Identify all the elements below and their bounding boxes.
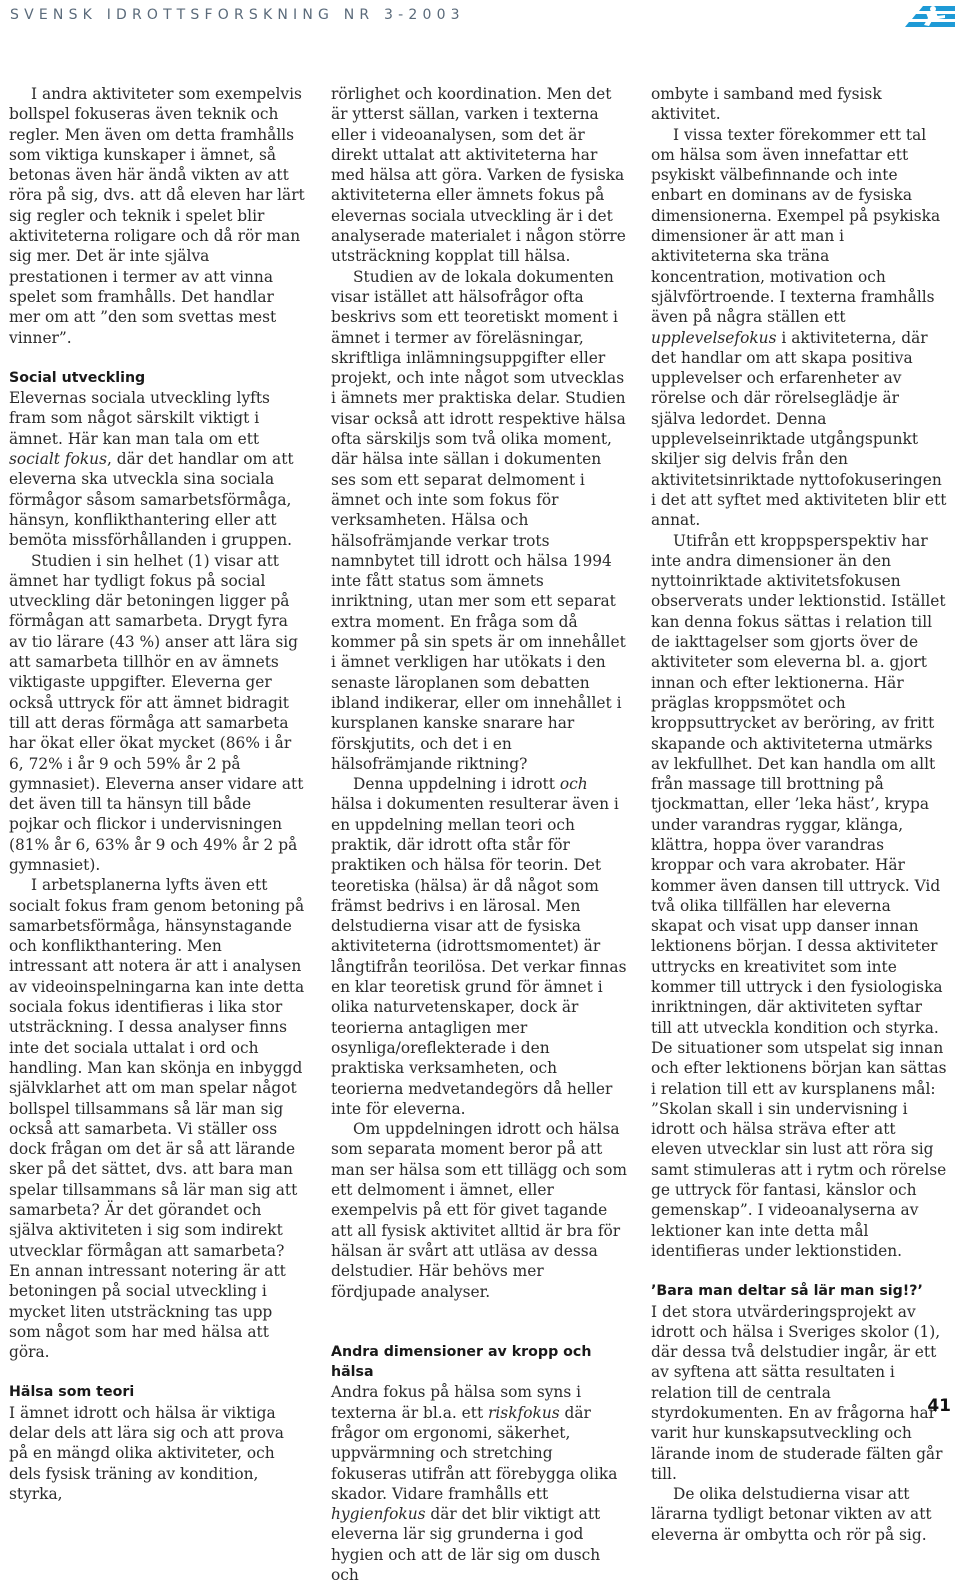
paragraph: I andra aktiviteter som exempelvis bollspel fokuseras även teknik och regler. Men även om detta framhålls som viktiga kunskaper i ämnet, så betonas även här ändå vikten av att röra på sig, dvs. att då eleven har lärt sig regler och teknik i spelet blir aktiviteterna roligare och då rör man sig mer. Det är inte själva prestationen i termer av att vinna spelet som framhålls. Det handlar mer om att ”den som svettas mest vinner”. [9,85,305,347]
page-header [10,4,955,32]
heading-halsa-som-teori: Hälsa som teori [9,1384,135,1401]
paragraph: De olika delstudierna visar att lärarna tydligt betonar vikten av att eleverna är ombytta och rör på sig. [651,1485,932,1544]
heading-andra-dimensioner: Andra dimensioner av kropp och hälsa [331,1343,592,1381]
column-3 [651,84,947,1545]
paragraph: Studien i sin helhet (1) visar att ämnet har tydligt fokus på social utveckling där betoningen ligger på förmågan att samarbeta. Drygt fyra av tio lärare (43 %) anser att lära sig att samarbeta tillhör en av ämnets viktigaste uppgifter. Eleverna ger också uttryck för att ämnet bidragit till att deras förmåga att samarbeta har ökat eller ökat mycket (86% i år 6, 72% i år 9 och 59% år 2 på gymnasiet). Eleverna anser vidare att det även till ta hänsyn till både pojkar och flickor i undervisningen (81% år 6, 63% år 9 och 49% år 2 på gymnasiet). [9,551,304,874]
heading-social-utveckling: Social utveckling [9,369,146,386]
paragraph: I arbetsplanerna lyfts även ett socialt fokus fram genom betoning på samarbetsförmåga, hänsynstagande och konflikthantering. Men intressant att notera är att i analysen av videoinspelningarna kan inte detta sociala fokus identifieras i lika stor utsträckning. I dessa analyser finns inte det sociala uttalat i ord och handling. Man kan skönja en inbyggd självklarhet att om man spelar något bollspel tillsammans så lär man sig också att samarbeta. Vi ställer oss dock frågan om det är så att lärande sker på det sättet, dvs. att bara man spelar tillsammans så lär man sig att samarbeta? Är det görandet och själva aktiviteten i sig som indirekt utvecklar förmågan att samarbeta? En annan intressant notering är att betoningen på social utveckling i mycket liten utsträckning tas upp som något som har med hälsa att göra. [9,876,305,1362]
heading-bara-man-deltar: ’Bara man deltar så lär man sig!?’ [651,1283,923,1300]
paragraph: Denna uppdelning i idrott och hälsa i dokumenten resulterar även i en uppdelning mellan teori och praktik, där idrott ofta står för praktiken och hälsa för teorin. Det teoretiska (hälsa) är då något som främst bedrivs i en lärosal. Men delstudierna visar att de fysiska aktiviteterna (idrottsmomentet) är långtifrån teorilösa. Det verkar finnas en klar teoretisk grund för ämnet i olika naturvetenskaper, dock är teorierna antagligen mer osynliga/oreflekterade i den praktiska verksamheten, och teorierna medvetandegörs då heller inte för eleverna. [331,775,627,1118]
paragraph: I det stora utvärderingsprojekt av idrott och hälsa i Sveriges skolor (1), där dessa två delstudier ingår, är ett av syftena att sätta resultaten i relation till de centrala styrdokumenten. En av frågorna har varit hur kunskapsutveckling och lärande inom de studerade fälten går till. [651,1302,943,1483]
paragraph: I ämnet idrott och hälsa är viktiga delar dels att lära sig och att prova på en mängd olika aktiviteter, och dels fysisk träning av kondition, styrka, [9,1403,284,1503]
paragraph: Andra fokus på hälsa som syns i texterna är bl.a. ett riskfokus där frågor om ergonomi, säkerhet, uppvärmning och stretching fokuseras utifrån att förebygga olika skador. Vidare framhålls ett hygienfokus där det blir viktigt att eleverna lär sig grunderna i god hygien och att de lär sig om dusch och [331,1383,618,1585]
paragraph: I vissa texter förekommer ett tal om hälsa som även innefattar ett psykiskt välbefinnande och inte enbart en dominans av de fysiska dimensionerna. Exempel på psykiska dimensioner är att man i aktiviteterna ska träna koncentration, motivation och självförtroende. I texterna framhålls även på några ställen ett upplevelsefokus i aktiviteterna, där det handlar om att skapa positiva upplevelser och erfarenheter av rörelse och där rörelseglädje är själva ledordet. Denna upplevelseinriktade utgångspunkt skiljer sig delvis från den aktivitetsinriktade nyttofokuseringen i det att syftet med aktiviteten blir ett annat. [651,125,947,530]
column-1 [9,84,305,1504]
running-head: SVENSK IDROTTSFORSKNING NR 3-2003 [10,7,465,23]
runner-logo-icon [893,4,955,30]
column-2 [331,84,627,1585]
paragraph: Elevernas sociala utveckling lyfts fram som något särskilt viktigt i ämnet. Här kan man tala om ett socialt fokus, där det handlar om att eleverna ska utveckla sina sociala förmågor såsom samarbetsförmåga, hänsyn, konflikthantering eller att bemöta missförhållanden i gruppen. [9,389,294,550]
paragraph: Utifrån ett kroppsperspektiv har inte andra dimensioner än den nyttoinriktade aktivitetsfokusen observerats under lektionstid. Istället kan denna fokus sättas i relation till de iakttagelser som gjorts över de aktiviteter som eleverna bl. a. gjort innan och efter lektionerna. Här präglas kroppsmötet och kroppsuttrycket av beröring, av fritt skapande och aktiviteterna utmärks av lekfullhet. Det kan handla om allt från massage till brottning på tjockmattan, eller ’leka häst’, krypa under varandras ryggar, klänga, klättra, hoppa över varandras kroppar och vara akrobater. Här kommer även dansen till uttryck. Vid två olika tillfällen har eleverna skapat och visat upp danser innan lektionens början. I dessa aktiviteter uttrycks en kreativitet som inte kommer till uttryck i den fysiologiska inriktningen, där aktiviteten syftar till att utveckla kondition och styrka. De situationer som utspelat sig innan och efter lektionens början kan sättas i relation till ett av kursplanens mål: ”Skolan skall i sin undervisning i idrott och hälsa sträva efter att eleven utvecklar sin lust att röra sig samt stimuleras att i rytm och rörelse ge uttryck för fantasi, känslor och gemenskap”. I videoanalyserna av lektioner kan inte detta mål identifieras under lektionstiden. [651,531,947,1260]
paragraph: ombyte i samband med fysisk aktivitet. [651,85,882,124]
paragraph: Studien av de lokala dokumenten visar istället att hälsofrågor ofta beskrivs som ett teoretiskt moment i ämnet i termer av föreläsningar, skriftliga inlämningsuppgifter eller projekt, och inte något som utvecklas i ämnets mer praktiska delar. Studien visar också att idrott respektive hälsa ofta särskiljs som två olika moment, där hälsa inte sällan i dokumenten ses som ett separat delmoment i ämnet och inte som fokus för verksamheten. Hälsa och hälsofrämjande verkar trots namnbytet till idrott och hälsa 1994 inte fått status som ämnets inriktning, utan mer som ett separat extra moment. En fråga som då kommer på sin spets är om innehållet i ämnet verkligen har utökats i den senaste läroplanen som debatten ibland indikerar, eller om innehållet i kursplanen kanske snarare har förskjutits, och det i en hälsofrämjande riktning? [331,267,626,773]
page-number: 41 [927,1396,951,1416]
paragraph: Om uppdelningen idrott och hälsa som separata moment beror på att man ser hälsa som ett tillägg och som ett delmoment i ämnet, eller exempelvis på ett för givet tagande att all fysisk aktivitet alltid är bra för hälsan är svårt att utläsa av dessa delstudier. Här behövs mer fördjupade analyser. [331,1120,627,1301]
paragraph: rörlighet och koordination. Men det är ytterst sällan, varken i texterna eller i videoanalysen, som det är direkt uttalat att aktiviteterna har med hälsa att göra. Varken de fysiska aktiviteterna eller ämnets fokus på elevernas sociala utveckling är i det analyserade materialet i någon större utsträckning kopplat till hälsa. [331,85,626,266]
